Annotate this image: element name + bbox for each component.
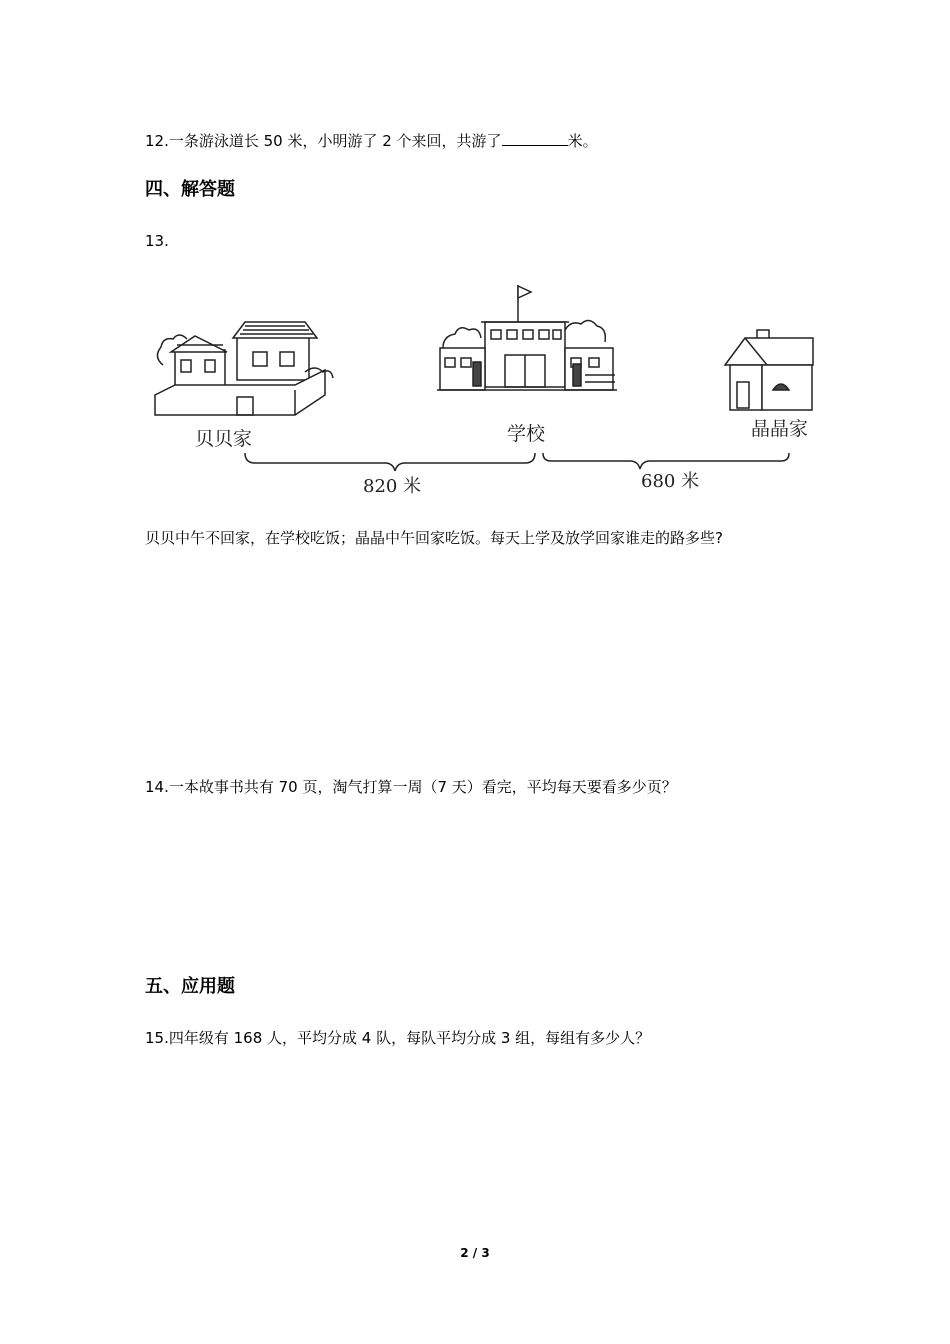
beibei-house-illustration xyxy=(155,322,333,415)
question-13-text: 贝贝中午不回家，在学校吃饭；晶晶中午回家吃饭。每天上学及放学回家谁走的路多些? xyxy=(145,529,723,547)
distance-diagram xyxy=(145,270,825,502)
question-12-suffix: 米。 xyxy=(567,132,598,150)
question-12-prefix: 12.一条游泳道长 50 米，小明游了 2 个来回，共游了 xyxy=(145,132,502,150)
question-14: 14.一本故事书共有 70 页，淘气打算一周（7 天）看完，平均每天要看多少页？ xyxy=(145,778,677,796)
label-beibei-home: 贝贝家 xyxy=(195,428,253,450)
question-12 xyxy=(145,131,598,151)
distance-820: 820 米 xyxy=(363,476,422,497)
page-number: 2 / 3 xyxy=(460,1246,490,1260)
label-jingjing-home: 晶晶家 xyxy=(751,418,809,440)
question-13-number: 13. xyxy=(145,232,169,250)
distance-680: 680 米 xyxy=(641,471,700,492)
section-5-heading: 五、应用题 xyxy=(145,976,235,997)
section-4-heading: 四、解答题 xyxy=(145,179,235,200)
label-school: 学校 xyxy=(507,423,546,445)
answer-blank xyxy=(502,131,568,146)
question-15: 15.四年级有 168 人，平均分成 4 队，每队平均分成 3 组，每组有多少人？ xyxy=(145,1029,651,1047)
